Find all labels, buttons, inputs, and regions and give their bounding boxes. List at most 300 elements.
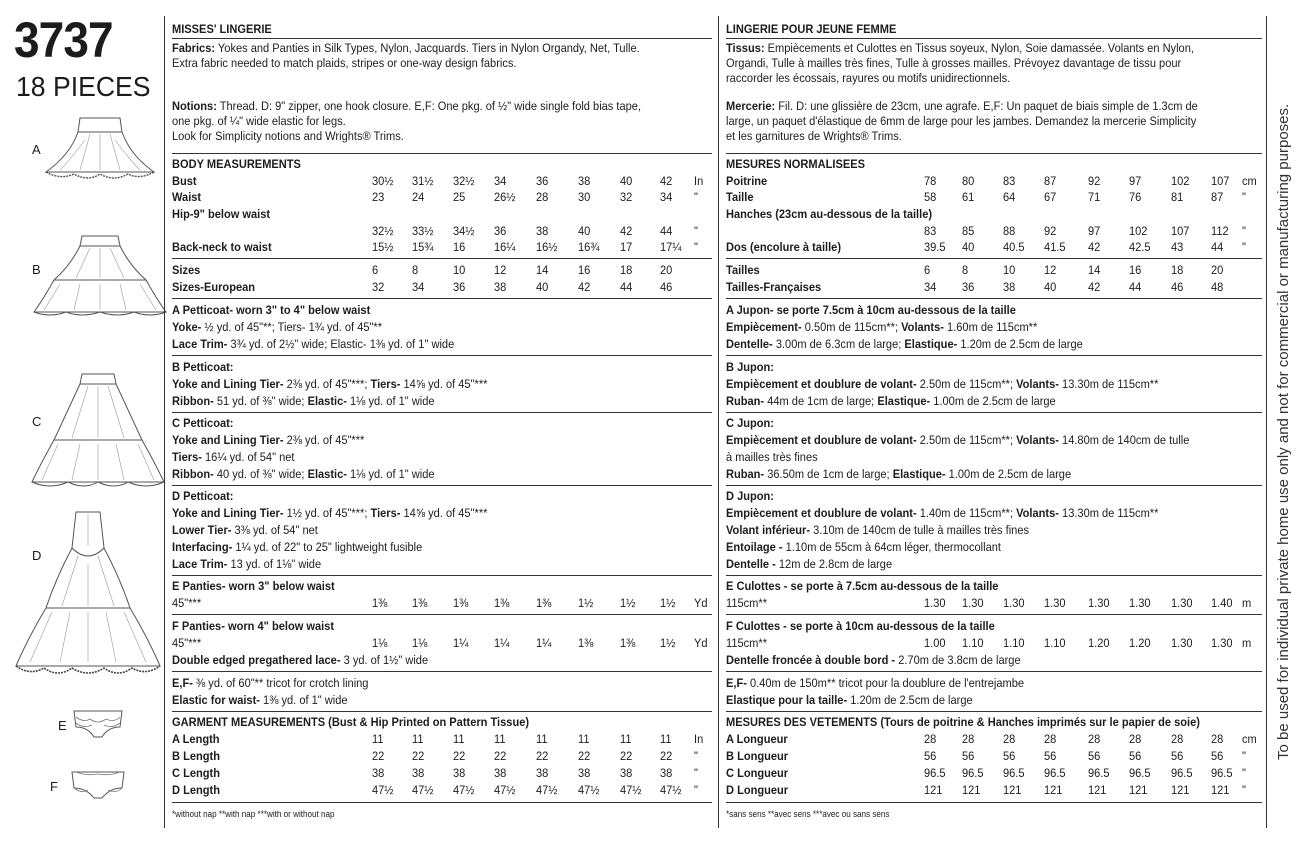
rule-line <box>726 575 1262 576</box>
rule-line <box>172 802 712 803</box>
rule-line <box>726 38 1262 39</box>
view-d-yardage-part: Dentelle - <box>726 557 776 571</box>
ga-value: 11 <box>494 732 506 746</box>
waist-value: 87 <box>1211 190 1224 204</box>
view-ef-yardage <box>726 676 1024 690</box>
ga-value: 11 <box>620 732 632 746</box>
view-f-lace-part: 3 yd. of 1½" wide <box>340 653 429 667</box>
pattern-number: 3737 <box>14 12 113 68</box>
fabrics-line <box>726 41 1194 55</box>
view-d-yardage-part: Empiècement et doublure de volant- <box>726 506 917 520</box>
waist-value: 26½ <box>494 190 516 204</box>
petticoat-d-sketch <box>12 508 164 683</box>
hip-value: 44 <box>660 224 673 238</box>
hip-row-label: Hanches (23cm au-dessous de la taille) <box>726 207 933 221</box>
view-b-yardage-part: Ribbon- <box>172 394 214 408</box>
waist-value: 81 <box>1171 190 1184 204</box>
view-b-title: B Petticoat: <box>172 360 234 374</box>
view-e-fabric-width: 115cm** <box>726 596 768 610</box>
sizes_eu-value: 40 <box>1044 280 1057 294</box>
view-d-yardage-part: 1.40m de 115cm**; <box>916 506 1017 520</box>
gd-value: 47½ <box>494 783 516 797</box>
ga-unit: In <box>694 732 704 746</box>
yardage-value: 1.30 <box>1044 596 1066 610</box>
gd-value: 47½ <box>660 783 682 797</box>
rule-line <box>172 711 712 712</box>
yardage-value: 1.20 <box>1129 636 1151 650</box>
yardage-value: 1.00 <box>924 636 946 650</box>
back-value: 16¾ <box>578 240 600 254</box>
sizes-value: 12 <box>494 263 507 277</box>
view-d-yardage <box>172 523 318 537</box>
rule-line <box>172 298 712 299</box>
notions-line: Look for Simplicity notions and Wrights® Trims. <box>172 129 404 143</box>
rule-line <box>172 671 712 672</box>
rule-line <box>726 355 1262 356</box>
gc-value: 38 <box>578 766 591 780</box>
sizes_eu-row-label: Tailles-Françaises <box>726 280 822 294</box>
view-b-yardage-part: Ruban- <box>726 394 765 408</box>
yardage-value: 1½ <box>660 596 676 610</box>
view-c-yardage <box>726 467 1071 481</box>
hip-value: 38 <box>536 224 549 238</box>
gb-value: 22 <box>536 749 549 763</box>
view-ef-yardage-part: 1.20m de 2.5cm de large <box>847 693 973 707</box>
ga-value: 11 <box>660 732 672 746</box>
view-c-yardage-part: Volants- <box>1016 433 1059 447</box>
view-a-yardage-part: Yoke- <box>172 320 202 334</box>
yardage-value: 1⅜ <box>578 636 594 650</box>
view-f-title: F Culottes - se porte à 10cm au-dessous de la taille <box>726 619 995 633</box>
bust-value: 92 <box>1088 174 1101 188</box>
view-b-yardage-part: Elastique- <box>877 394 931 408</box>
yardage-value: 1⅜ <box>412 596 428 610</box>
rule-line <box>726 802 1262 803</box>
sizes_eu-row-label: Sizes-European <box>172 280 256 294</box>
view-a-yardage-part: 1.60m de 115cm** <box>943 320 1038 334</box>
view-f-lace-part: 2.70m de 3.8cm de large <box>895 653 1021 667</box>
notions-line: one pkg. of ¼" wide elastic for legs. <box>172 114 346 128</box>
hip-row-label: Hip-9" below waist <box>172 207 271 221</box>
bust-value: 107 <box>1211 174 1230 188</box>
back-value: 41.5 <box>1044 240 1066 254</box>
view-d-yardage <box>726 540 1001 554</box>
bust-unit: In <box>694 174 704 188</box>
view-b-yardage <box>172 377 487 391</box>
yardage-value: 1.30 <box>1211 636 1233 650</box>
gb-value: 22 <box>453 749 466 763</box>
sizes_eu-value: 48 <box>1211 280 1224 294</box>
bust-value: 83 <box>1003 174 1016 188</box>
view-d-yardage-part: Tiers- <box>370 506 401 520</box>
view-d-label: D <box>32 548 42 563</box>
body-measurements-title: BODY MEASUREMENTS <box>172 157 301 171</box>
view-c-yardage: à mailles très fines <box>726 450 818 464</box>
view-d-yardage-part: 14⅝ yd. of 45"*** <box>400 506 488 520</box>
view-c-yardage-part: 2⅜ yd. of 45"*** <box>283 433 365 447</box>
ga-value: 28 <box>1171 732 1184 746</box>
view-d-yardage-part: Volant inférieur- <box>726 523 811 537</box>
rule-line <box>726 671 1262 672</box>
gb-value: 56 <box>924 749 937 763</box>
yardage-value: 1.10 <box>1003 636 1025 650</box>
bust-row-label: Bust <box>172 174 197 188</box>
view-a-title: A Jupon- se porte 7.5cm à 10cm au-dessous de la taille <box>726 303 1016 317</box>
ga-value: 11 <box>412 732 424 746</box>
view-d-yardage <box>726 523 1029 537</box>
view-c-yardage-part: 36.50m de 1cm de large; <box>764 467 893 481</box>
sizes_eu-value: 36 <box>453 280 466 294</box>
ga-value: 28 <box>924 732 937 746</box>
ga-value: 11 <box>372 732 384 746</box>
bust-value: 87 <box>1044 174 1057 188</box>
hip-value: 92 <box>1044 224 1057 238</box>
view-d-yardage-part: 12m de 2.8cm de large <box>775 557 893 571</box>
gc-value: 96.5 <box>924 766 946 780</box>
back-value: 17¼ <box>660 240 682 254</box>
view-b-title: B Jupon: <box>726 360 774 374</box>
gc-value: 38 <box>494 766 507 780</box>
rule-line <box>172 38 712 39</box>
view-e-label: E <box>58 718 67 733</box>
gc-value: 38 <box>412 766 425 780</box>
view-d-yardage-part: 3⅜ yd. of 54" net <box>231 523 318 537</box>
fabrics-line-part: Tissus: <box>726 41 765 55</box>
yardage-unit: Yd <box>694 596 708 610</box>
bust-value: 38 <box>578 174 591 188</box>
view-d-yardage <box>726 506 1158 520</box>
hip-value: 107 <box>1171 224 1190 238</box>
rule-line <box>726 412 1262 413</box>
sizes-value: 18 <box>620 263 633 277</box>
sizes_eu-value: 40 <box>536 280 549 294</box>
gd-value: 47½ <box>536 783 558 797</box>
bust-value: 32½ <box>453 174 475 188</box>
view-b-yardage-part: 51 yd. of ⅜" wide; <box>213 394 308 408</box>
view-b-yardage-part: 1.00m de 2.5cm de large <box>930 394 1056 408</box>
view-c-yardage <box>172 450 294 464</box>
view-c-yardage-part: Empiècement et doublure de volant- <box>726 433 917 447</box>
view-a-label: A <box>32 142 41 157</box>
view-e-fabric-width: 45"*** <box>172 596 202 610</box>
yardage-value: 1⅜ <box>372 596 388 610</box>
view-e-title: E Culottes - se porte à 7.5cm au-dessous de la taille <box>726 579 999 593</box>
yardage-value: 1.30 <box>1129 596 1151 610</box>
footnote: *without nap **with nap ***with or without nap <box>172 809 335 819</box>
gb-value: 56 <box>1003 749 1016 763</box>
ga-value: 28 <box>1088 732 1101 746</box>
view-d-yardage-part: 13.30m de 115cm** <box>1058 506 1159 520</box>
bust-value: 36 <box>536 174 549 188</box>
yardage-value: 1½ <box>660 636 676 650</box>
sizes_eu-value: 42 <box>1088 280 1101 294</box>
view-b-yardage-part: Elastic- <box>307 394 347 408</box>
sizes-value: 8 <box>962 263 969 277</box>
view-d-yardage-part: Interfacing- <box>172 540 233 554</box>
sizes-row-label: Tailles <box>726 263 760 277</box>
waist-value: 32 <box>620 190 633 204</box>
back-row-label: Back-neck to waist <box>172 240 272 254</box>
rule-line <box>172 614 712 615</box>
waist-value: 71 <box>1088 190 1101 204</box>
gd-value: 121 <box>1171 783 1190 797</box>
hip-value: 42 <box>620 224 633 238</box>
gb-value: 22 <box>412 749 425 763</box>
yardage-value: 1.10 <box>1044 636 1066 650</box>
ga-value: 28 <box>1044 732 1057 746</box>
view-f-fabric-width: 115cm** <box>726 636 768 650</box>
ga-value: 28 <box>1003 732 1016 746</box>
view-d-yardage-part: 1.10m de 55cm à 64cm léger, thermocollant <box>782 540 1001 554</box>
view-d-yardage-part: 13 yd. of 1⅛" wide <box>227 557 322 571</box>
view-f-title: F Panties- worn 4" below waist <box>172 619 335 633</box>
view-d-yardage-part: Lower Tier- <box>172 523 232 537</box>
gc-value: 96.5 <box>1088 766 1110 780</box>
gc-unit: " <box>694 766 698 780</box>
gb-row-label: B Length <box>172 749 220 763</box>
view-c-yardage-part: 16¼ yd. of 54" net <box>201 450 295 464</box>
sizes-value: 20 <box>660 263 673 277</box>
view-ef-yardage-part: Elastic for waist- <box>172 693 260 707</box>
view-d-yardage-part: 1¼ yd. of 22" to 25" lightweight fusible <box>232 540 423 554</box>
gb-unit: " <box>1242 749 1246 763</box>
sizes_eu-value: 46 <box>660 280 673 294</box>
sizes_eu-value: 38 <box>494 280 507 294</box>
view-b-yardage-part: 2.50m de 115cm**; <box>916 377 1017 391</box>
back-value: 15¾ <box>412 240 434 254</box>
notions-line-part: Fil. D: une glissière de 23cm, une agrafe. E,F: Un paquet de biais simple de 1.3cm de <box>775 99 1198 113</box>
fabrics-line: Organdi, Tulle à mailles très fines, Tulle à grosses mailles. Prévoyez davantage de tissu pour <box>726 56 1182 70</box>
sizes-value: 10 <box>1003 263 1016 277</box>
view-d-yardage-part: Yoke and Lining Tier- <box>172 506 284 520</box>
bust-value: 78 <box>924 174 937 188</box>
back-unit: " <box>694 240 698 254</box>
gb-value: 22 <box>660 749 673 763</box>
view-d-yardage-part: 3.10m de 140cm de tulle à mailles très fines <box>810 523 1030 537</box>
gd-value: 121 <box>1211 783 1230 797</box>
back-value: 40 <box>962 240 975 254</box>
yardage-value: 1.30 <box>1088 596 1110 610</box>
notions-line <box>726 99 1198 113</box>
back-value: 40.5 <box>1003 240 1025 254</box>
yardage-value: 1.30 <box>1003 596 1025 610</box>
rule-line <box>172 153 712 154</box>
back-value: 16 <box>453 240 466 254</box>
gb-value: 56 <box>1044 749 1057 763</box>
view-a-yardage-part: Volants- <box>901 320 944 334</box>
view-c-yardage-part: 14.80m de 140cm de tulle <box>1058 433 1190 447</box>
back-row-label: Dos (encolure à taille) <box>726 240 842 254</box>
sizes-value: 6 <box>372 263 379 277</box>
view-a-yardage <box>726 320 1037 334</box>
sizes-value: 6 <box>924 263 931 277</box>
ga-row-label: A Length <box>172 732 220 746</box>
view-c-yardage-part: 2.50m de 115cm**; <box>916 433 1017 447</box>
view-b-yardage-part: Tiers- <box>370 377 401 391</box>
view-a-yardage-part: Dentelle- <box>726 337 773 351</box>
hip-value: 36 <box>494 224 507 238</box>
gb-value: 22 <box>578 749 591 763</box>
hip-value: 85 <box>962 224 975 238</box>
pieces-count: 18 PIECES <box>16 71 151 102</box>
gd-unit: " <box>694 783 698 797</box>
rule-line <box>172 485 712 486</box>
sizes-value: 12 <box>1044 263 1057 277</box>
gd-value: 47½ <box>372 783 394 797</box>
notions-line: et les garnitures de Wrights® Trims. <box>726 129 902 143</box>
waist-value: 34 <box>660 190 673 204</box>
hip-value: 102 <box>1129 224 1148 238</box>
view-d-yardage <box>172 557 321 571</box>
gb-value: 22 <box>372 749 385 763</box>
gd-value: 47½ <box>620 783 642 797</box>
ga-value: 11 <box>453 732 465 746</box>
gc-value: 38 <box>453 766 466 780</box>
gc-row-label: C Longueur <box>726 766 789 780</box>
view-c-yardage-part: 1⅛ yd. of 1" wide <box>346 467 435 481</box>
waist-value: 30 <box>578 190 591 204</box>
view-c-yardage-part: 40 yd. of ⅜" wide; <box>213 467 308 481</box>
view-ef-yardage-part: E,F- <box>726 676 747 690</box>
sizes-value: 14 <box>536 263 549 277</box>
fabrics-line <box>172 41 640 55</box>
gd-value: 121 <box>1129 783 1148 797</box>
gd-value: 121 <box>962 783 981 797</box>
view-a-yardage-part: Empiècement- <box>726 320 802 334</box>
ga-value: 11 <box>536 732 548 746</box>
yardage-value: 1¼ <box>453 636 469 650</box>
rule-line <box>726 614 1262 615</box>
back-value: 17 <box>620 240 633 254</box>
rule-line <box>172 575 712 576</box>
yardage-value: 1⅜ <box>453 596 469 610</box>
yardage-value: 1.30 <box>962 596 984 610</box>
waist-value: 58 <box>924 190 937 204</box>
gb-value: 56 <box>962 749 975 763</box>
view-c-title: C Petticoat: <box>172 416 234 430</box>
back-value: 44 <box>1211 240 1224 254</box>
yardage-value: 1.30 <box>1171 636 1193 650</box>
view-d-yardage-part: 1½ yd. of 45"***; <box>283 506 371 520</box>
ga-unit: cm <box>1242 732 1257 746</box>
view-b-yardage-part: Volants- <box>1016 377 1059 391</box>
view-a-yardage-part: 3.00m de 6.3cm de large; <box>772 337 905 351</box>
waist-value: 25 <box>453 190 466 204</box>
gd-unit: " <box>1242 783 1246 797</box>
gb-value: 56 <box>1211 749 1224 763</box>
view-f-fabric-width: 45"*** <box>172 636 202 650</box>
view-ef-yardage-part: 1⅜ yd. of 1" wide <box>259 693 348 707</box>
sizes_eu-value: 44 <box>1129 280 1142 294</box>
rule-line <box>726 485 1262 486</box>
bust-value: 34 <box>494 174 507 188</box>
gc-value: 96.5 <box>962 766 984 780</box>
notions-line-part: Notions: <box>172 99 217 113</box>
yardage-unit: m <box>1242 596 1252 610</box>
gb-row-label: B Longueur <box>726 749 789 763</box>
view-f-lace-part: Dentelle froncée à double bord - <box>726 653 896 667</box>
rule-line <box>172 258 712 259</box>
usage-note: To be used for individual private home use only and not for commercial or manufacturing purposes. <box>1275 103 1292 760</box>
garment-measurements-title: GARMENT MEASUREMENTS (Bust & Hip Printed on Pattern Tissue) <box>172 715 530 729</box>
notions-line <box>172 99 641 113</box>
sizes_eu-value: 38 <box>1003 280 1016 294</box>
yardage-value: 1.10 <box>962 636 984 650</box>
view-d-title: D Jupon: <box>726 489 774 503</box>
waist-unit: " <box>1242 190 1246 204</box>
sizes-value: 10 <box>453 263 466 277</box>
view-a-yardage-part: 3¾ yd. of 2½" wide; Elastic- 1⅜ yd. of 1" wide <box>227 337 455 351</box>
sizes-value: 20 <box>1211 263 1224 277</box>
view-d-yardage <box>172 540 422 554</box>
view-c-yardage-part: Tiers- <box>172 450 202 464</box>
fabrics-line: Extra fabric needed to match plaids, stripes or one-way design fabrics. <box>172 56 517 70</box>
gc-unit: " <box>1242 766 1246 780</box>
notions-line-part: Mercerie: <box>726 99 776 113</box>
view-c-yardage-part: Yoke and Lining Tier- <box>172 433 284 447</box>
yardage-value: 1⅛ <box>372 636 388 650</box>
back-value: 16½ <box>536 240 558 254</box>
gc-value: 38 <box>372 766 385 780</box>
view-ef-yardage <box>172 676 368 690</box>
view-a-yardage-part: 1.20m de 2.5cm de large <box>957 337 1083 351</box>
view-e-title: E Panties- worn 3" below waist <box>172 579 335 593</box>
yardage-unit: m <box>1242 636 1252 650</box>
bust-row-label: Poitrine <box>726 174 768 188</box>
notions-line: large, un paquet d'élastique de 6mm de large pour les jambes. Demandez la mercerie Simplicity <box>726 114 1197 128</box>
sizes-value: 14 <box>1088 263 1101 277</box>
footnote: *sans sens **avec sens ***avec ou sans sens <box>726 809 890 819</box>
rule-line <box>726 298 1262 299</box>
petticoat-a-sketch <box>40 110 160 190</box>
yardage-value: 1.20 <box>1088 636 1110 650</box>
waist-value: 24 <box>412 190 425 204</box>
yardage-unit: Yd <box>694 636 708 650</box>
view-d-yardage-part: Lace Trim- <box>172 557 228 571</box>
yardage-value: 1¼ <box>494 636 510 650</box>
ga-value: 28 <box>1211 732 1224 746</box>
sizes-value: 8 <box>412 263 419 277</box>
view-c-yardage-part: Elastic- <box>307 467 347 481</box>
hip-unit: " <box>694 224 698 238</box>
view-c-label: C <box>32 414 42 429</box>
sizes-row-label: Sizes <box>172 263 201 277</box>
waist-value: 61 <box>962 190 975 204</box>
gc-value: 96.5 <box>1171 766 1193 780</box>
gd-value: 47½ <box>453 783 475 797</box>
view-b-yardage-part: 2⅜ yd. of 45"***; <box>283 377 371 391</box>
back-value: 42.5 <box>1129 240 1151 254</box>
view-b-yardage <box>726 394 1056 408</box>
section-title: LINGERIE POUR JEUNE FEMME <box>726 22 897 36</box>
waist-row-label: Waist <box>172 190 202 204</box>
ga-value: 11 <box>578 732 590 746</box>
view-ef-yardage-part: E,F- <box>172 676 193 690</box>
gc-value: 96.5 <box>1211 766 1233 780</box>
sizes_eu-value: 46 <box>1171 280 1184 294</box>
yardage-value: 1⅜ <box>620 636 636 650</box>
waist-value: 76 <box>1129 190 1142 204</box>
petticoat-b-sketch <box>30 232 170 322</box>
yardage-value: 1⅜ <box>494 596 510 610</box>
gc-value: 38 <box>536 766 549 780</box>
view-b-yardage-part: 13.30m de 115cm** <box>1058 377 1159 391</box>
view-b-yardage <box>726 377 1158 391</box>
gd-row-label: D Length <box>172 783 220 797</box>
yardage-value: 1.30 <box>1171 596 1193 610</box>
view-d-yardage <box>726 557 892 571</box>
view-c-yardage <box>726 433 1189 447</box>
